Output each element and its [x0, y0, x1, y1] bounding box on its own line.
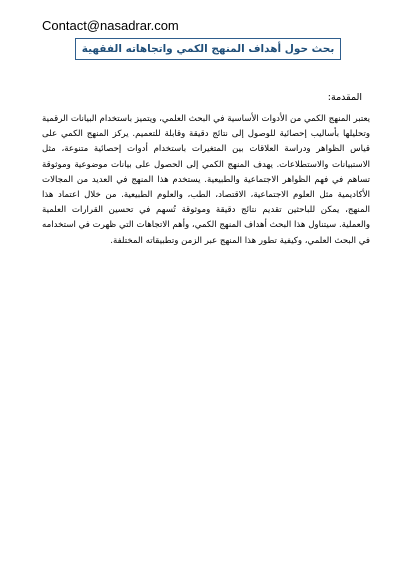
document-title: بحث حول أهداف المنهج الكمي واتجاهاته الفقهية	[81, 43, 335, 55]
intro-paragraph: يعتبر المنهج الكمي من الأدوات الأساسية في البحث العلمي، ويتميز باستخدام البيانات الرقمية وتحليلها بأساليب إحصائية للوصول إلى نتائج دقيقة وقابلة للتعميم. يركز المنهج الكمي على قياس الظواهر ودراسة العلاقات بين المتغيرات باستخدام أدوات إحصائية متنوعة، مثل الاستبيانات والاستطلاعات. يهدف المنهج الكمي إلى الحصول على بيانات موضوعية وموثوقة تساهم في فهم الظواهر الاجتماعية والطبيعية. يستخدم هذا المنهج في العديد من المجالات الأكاديمية مثل العلوم الاجتماعية، الاقتصاد، الطب، والعلوم الطبيعية. من خلال اعتماد هذا المنهج، يمكن للباحثين تقديم نتائج دقيقة وموثوقة تُسهم في تحسين القرارات العلمية والعملية. سيتناول هذا البحث أهداف المنهج الكمي، وأهم الاتجاهات التي ظهرت في استخدامه في البحث العلمي، وكيفية تطور هذا المنهج عبر الزمن وتطبيقاته المختلفة.	[42, 114, 370, 246]
document-title-box	[75, 38, 341, 60]
contact-email: Contact@nasadrar.com	[42, 18, 179, 33]
intro-heading: المقدمة:	[327, 92, 362, 103]
